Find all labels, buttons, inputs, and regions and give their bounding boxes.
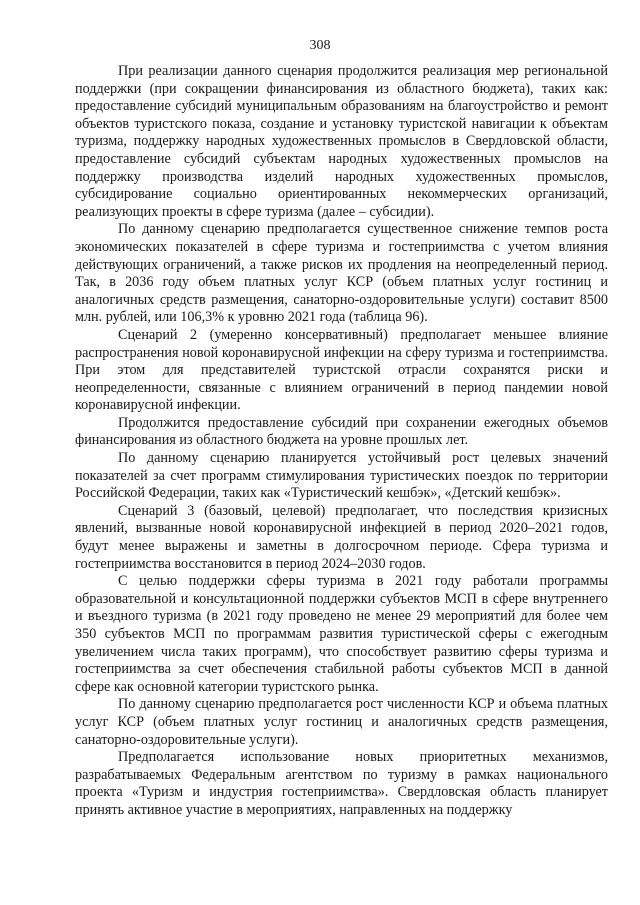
paragraph-new-mechanisms: Предполагается использование новых приоритетных механизмов, разрабатываемых Федеральным агентством по туризму в рамках национального проекта «Туризм и индустрия гостеприимства». Свердловская область планирует принять активное участие в мероприятиях, направленных на поддержку <box>75 749 608 818</box>
paragraph-scenario2-intro: Сценарий 2 (умеренно консервативный) предполагает меньшее влияние распространения новой коронавирусной инфекции на сферу туризма и гостеприимства. При этом для представителей туристской отрасли сохранятся риски и неопределенности, связанные с влиянием ограничений в период пандемии новой коронавирусной инфекции. <box>75 326 608 414</box>
paragraph-scenario2-forecast: По данному сценарию планируется устойчивый рост целевых значений показателей за счет программ стимулирования туристических поездок по территории Российской Федерации, таких как «Туристический кешбэк», «Детский кешбэк». <box>75 450 608 502</box>
paragraph-scenario3-msp-support: С целью поддержки сферы туризма в 2021 году работали программы образовательной и консультационной поддержки субъектов МСП в сфере внутреннего и въездного туризма (в 2021 году проведено не менее 29 мероприятий для более чем 350 субъектов МСП по программам развития туристической сферы с ежегодным увеличением числа таких программ), что способствует развитию сферы туризма и гостеприимства за счет обеспечения стабильной работы субъектов МСП в данной сфере как основной категории туристского рынка. <box>75 573 608 695</box>
page-number: 308 <box>309 38 331 53</box>
paragraph-scenario3-forecast: По данному сценарию предполагается рост численности КСР и объема платных услуг КСР (объем платных услуг гостиниц и аналогичных средств размещения, санаторно-оздоровительные услуги). <box>75 696 608 748</box>
paragraph-scenario3-intro: Сценарий 3 (базовый, целевой) предполагает, что последствия кризисных явлений, вызванные новой коронавирусной инфекцией в период 2020–2021 годов, будут менее выражены и заметны в долгосрочном периоде. Сфера туризма и гостеприимства восстановится в период 2024–2030 годов. <box>75 502 608 572</box>
paragraph-scenario1-support: При реализации данного сценария продолжится реализация мер региональной поддержки (при сокращении финансирования из областного бюджета), таких как: предоставление субсидий муниципальным образованиям на благоустройство и ремонт объектов туристского показа, создание и установку туристской навигации к объектам туризма, поддержку народных художественных промыслов в Свердловской области, предоставление субсидий субъектам народных художественных промыслов на поддержку производства изделий народных художественных промыслов, субсидирование социально ориентированных некоммерческих организаций, реализующих проекты в сфере туризма (далее – субсидии). <box>75 63 608 220</box>
paragraph-scenario1-forecast: По данному сценарию предполагается существенное снижение темпов роста экономических показателей в сфере туризма и гостеприимства с учетом влияния действующих ограничений, а также рисков их продления на неопределенный период. Так, в 2036 году объем платных услуг КСР (объем платных услуг гостиниц и аналогичных средств размещения, санаторно-оздоровительные услуги) составит 8500 млн. рублей, или 106,3% к уровню 2021 года (таблица 96). <box>75 221 608 326</box>
paragraph-scenario2-subsidies: Продолжится предоставление субсидий при сохранении ежегодных объемов финансирования из областного бюджета на уровне прошлых лет. <box>75 414 608 449</box>
body-text <box>75 63 608 820</box>
